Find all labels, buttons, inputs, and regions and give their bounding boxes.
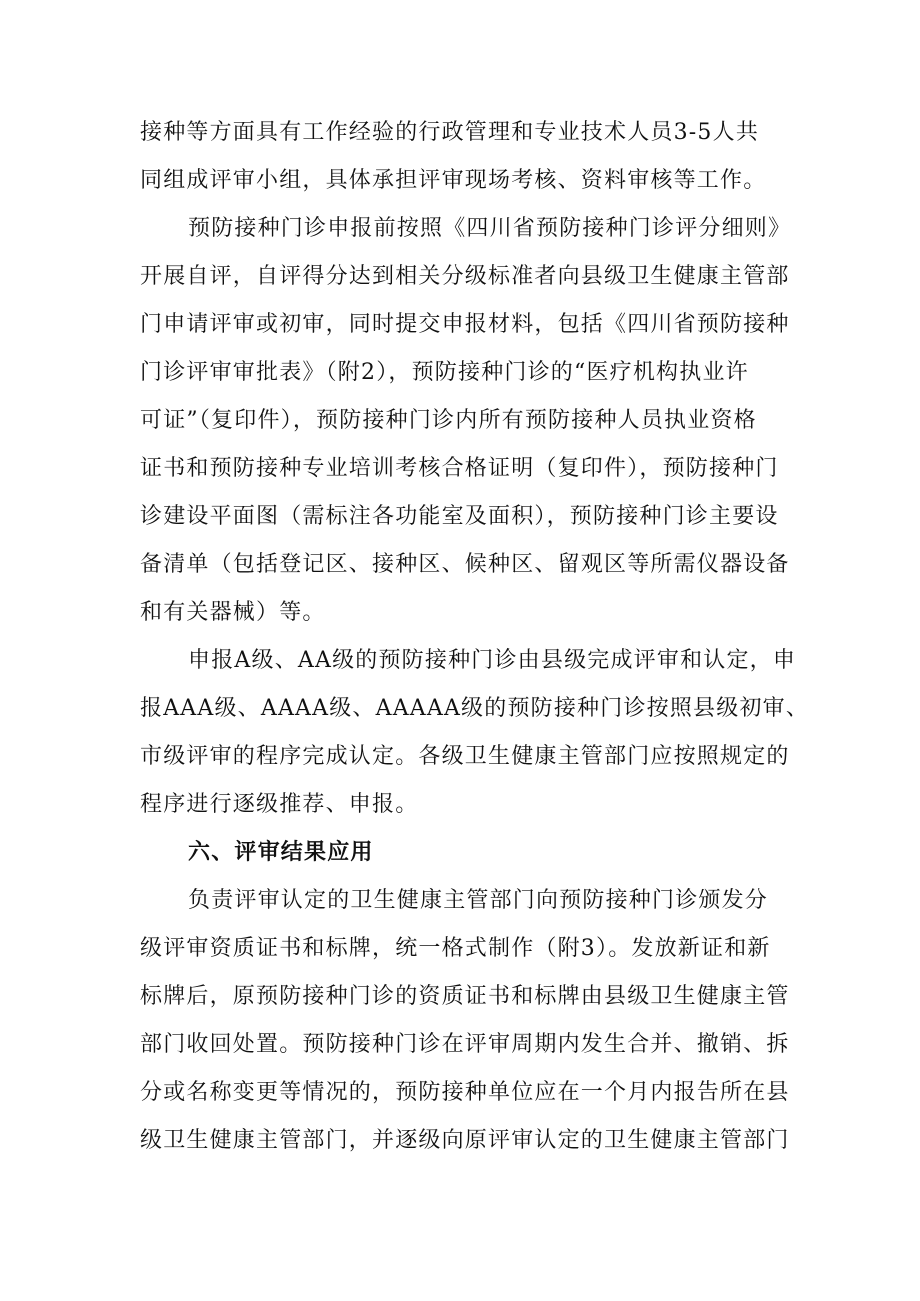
body-text-line: 部门收回处置。预防接种门诊在评审周期内发生合并、撤销、拆 — [140, 1032, 790, 1057]
body-text-line: 证书和预防接种专业培训考核合格证明（复印件），预防接种门 — [140, 456, 779, 481]
body-text-line: 门诊评审审批表》（附2），预防接种门诊的“医疗机构执业许 — [140, 360, 749, 385]
body-text-line: 接种等方面具有工作经验的行政管理和专业技术人员3-5人共 — [140, 120, 760, 145]
body-text-line: 申报A级、AA级的预防接种门诊由县级完成评审和认定，申 — [188, 648, 797, 673]
body-text-line: 诊建设平面图（需标注各功能室及面积），预防接种门诊主要设 — [140, 504, 779, 529]
body-text-line: 程序进行逐级推荐、申报。 — [140, 792, 419, 817]
body-text-line: 负责评审认定的卫生健康主管部门向预防接种门诊颁发分 — [188, 888, 769, 913]
body-text-line: 门申请评审或初审，同时提交申报材料，包括《四川省预防接种 — [140, 312, 790, 337]
body-text-line: 开展自评，自评得分达到相关分级标准者向县级卫生健康主管部 — [140, 264, 790, 289]
body-text-line: 市级评审的程序完成认定。各级卫生健康主管部门应按照规定的 — [140, 744, 790, 769]
body-text-line: 预防接种门诊申报前按照《四川省预防接种门诊评分细则》 — [188, 216, 792, 241]
body-text-line: 级卫生健康主管部门，并逐级向原评审认定的卫生健康主管部门 — [140, 1128, 790, 1153]
body-text-line: 同组成评审小组，具体承担评审现场考核、资料审核等工作。 — [140, 168, 767, 193]
body-text-line: 和有关器械）等。 — [140, 600, 326, 625]
body-text-line: 级评审资质证书和标牌，统一格式制作（附3）。发放新证和新 — [140, 936, 771, 961]
body-text-line: 报AAA级、AAAA级、AAAAA级的预防接种门诊按照县级初审、 — [140, 696, 810, 721]
body-text-line: 备清单（包括登记区、接种区、候种区、留观区等所需仪器设备 — [140, 552, 790, 577]
body-text-line: 分或名称变更等情况的，预防接种单位应在一个月内报告所在县 — [140, 1080, 790, 1105]
section-heading: 六、评审结果应用 — [188, 840, 374, 865]
body-text-line: 标牌后，原预防接种门诊的资质证书和标牌由县级卫生健康主管 — [140, 984, 790, 1009]
body-text-line: 可证”（复印件），预防接种门诊内所有预防接种人员执业资格 — [140, 408, 757, 433]
